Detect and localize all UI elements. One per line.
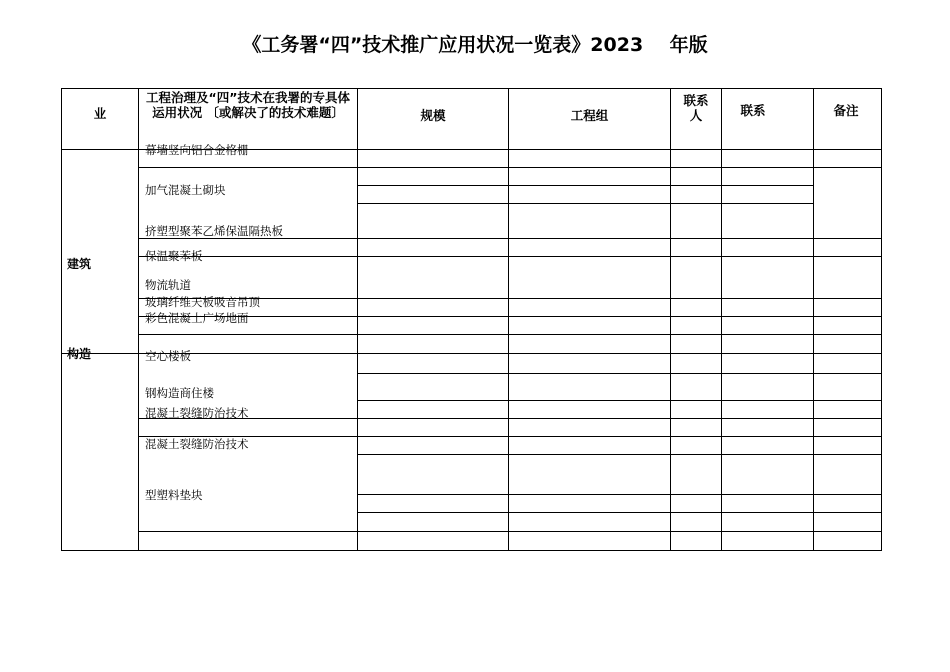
header-industry: 业 xyxy=(93,106,107,121)
header-remarks: 备注 xyxy=(833,103,859,118)
table-rule xyxy=(813,88,814,551)
table-rule xyxy=(138,531,882,532)
table-rule xyxy=(357,454,882,455)
list-item: 加气混凝土砌块 xyxy=(145,183,226,197)
table-rule xyxy=(357,494,882,495)
header-contact-person: 联系人 xyxy=(683,93,709,123)
table-rule xyxy=(138,88,139,551)
table-border xyxy=(61,88,62,551)
list-item: 空心楼板 xyxy=(145,349,191,363)
category-label: 建筑 xyxy=(67,257,92,271)
table-rule xyxy=(138,256,882,257)
table-rule xyxy=(670,88,671,551)
table-rule xyxy=(138,316,882,317)
list-item: 挤塑型聚苯乙烯保温隔热板 xyxy=(145,224,283,238)
list-item: 玻璃纤维天板吸音吊顶 xyxy=(145,295,260,309)
table-rule xyxy=(138,334,882,335)
list-item: 混凝土裂缝防治技术 xyxy=(145,406,249,420)
list-item: 彩色混凝土广场地面 xyxy=(145,311,249,325)
table-border xyxy=(61,88,882,89)
header-group: 工程组 xyxy=(570,108,609,123)
list-item: 混凝土裂缝防治技术 xyxy=(145,437,249,451)
table-rule xyxy=(508,88,509,551)
table-rule xyxy=(357,185,814,186)
header-project: 工程治理及“四”技术在我署的专具体运用状况 〔或解决了的技术难题〕 xyxy=(146,90,350,120)
list-item: 物流轨道 xyxy=(145,278,191,292)
header-scale: 规模 xyxy=(420,108,446,123)
list-item: 型塑料垫块 xyxy=(145,488,203,502)
table-rule xyxy=(721,88,722,551)
table-border xyxy=(61,550,882,551)
table-border xyxy=(881,88,882,551)
list-item: 钢构造商住楼 xyxy=(145,386,214,400)
table-rule xyxy=(138,238,882,239)
table-rule xyxy=(138,167,882,168)
table-rule xyxy=(357,88,358,551)
table-rule xyxy=(357,512,882,513)
category-label: 构造 xyxy=(67,347,92,361)
list-item: 幕墙竖向铝合金格栅 xyxy=(145,143,249,157)
table-rule xyxy=(357,373,882,374)
table-rule xyxy=(357,203,814,204)
table-rule xyxy=(138,418,882,419)
page-title: 《工务署“四”技术推广应用状况一览表》2023 年版 xyxy=(242,34,708,56)
list-item: 保温聚苯板 xyxy=(145,249,203,263)
header-contact: 联系 xyxy=(740,103,766,118)
table-rule xyxy=(138,436,882,437)
table-rule xyxy=(357,400,882,401)
